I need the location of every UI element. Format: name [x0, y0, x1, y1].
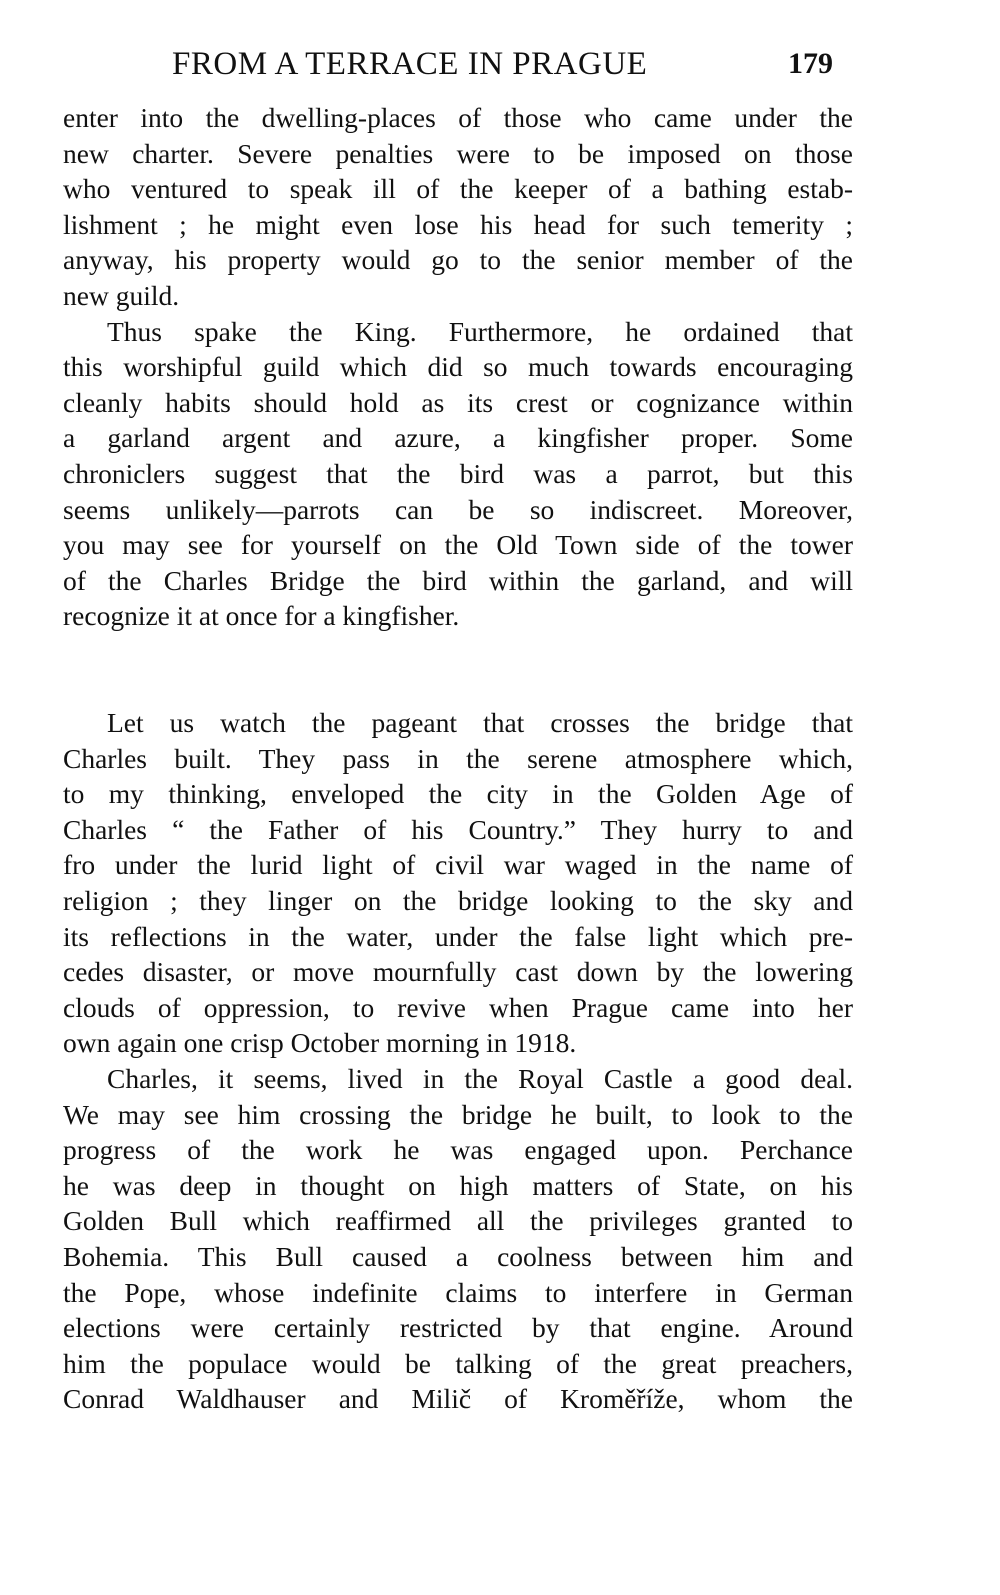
text-line: new charter. Severe penalties were to be imposed on those: [63, 137, 853, 169]
text-line: own again one crisp October morning in 1918.: [63, 1027, 577, 1059]
text-line: who ventured to speak ill of the keeper of a bathing estab-: [63, 173, 853, 205]
text-line: enter into the dwelling-places of those who came under the: [63, 102, 853, 133]
text-line: its reflections in the water, under the false light which pre-: [63, 920, 853, 952]
text-line: him the populace would be talking of the great preachers,: [63, 1347, 853, 1379]
text-line: clouds of oppression, to revive when Prague came into her: [63, 991, 853, 1023]
text-line: seems unlikely—parrots can be so indiscreet. Moreover,: [63, 493, 853, 525]
text-line: chroniclers suggest that the bird was a parrot, but this: [63, 457, 853, 489]
text-line: to my thinking, enveloped the city in the Golden Age of: [63, 778, 853, 810]
text-line: lishment ; he might even lose his head for such temerity ;: [63, 208, 853, 240]
text-line: a garland argent and azure, a kingfisher proper. Some: [63, 422, 853, 454]
text-line: Thus spake the King. Furthermore, he ordained that: [107, 315, 853, 347]
text-line: of the Charles Bridge the bird within the garland, and will: [63, 564, 853, 596]
text-line: Bohemia. This Bull caused a coolness between him and: [63, 1240, 853, 1272]
text-line: Charles “ the Father of his Country.” They hurry to and: [63, 813, 853, 845]
page-number: 179: [788, 47, 833, 80]
text-line: he was deep in thought on high matters of State, on his: [63, 1169, 853, 1201]
text-line: the Pope, whose indefinite claims to interfere in German: [63, 1276, 853, 1308]
text-line: progress of the work he was engaged upon. Perchance: [63, 1134, 853, 1166]
text-section-1: [63, 100, 853, 634]
text-line: cedes disaster, or move mournfully cast down by the lowering: [63, 956, 853, 988]
text-line: religion ; they linger on the bridge looking to the sky and: [63, 884, 853, 916]
text-line: Conrad Waldhauser and Milič of Kroměříže, whom the: [63, 1383, 853, 1415]
running-title: FROM A TERRACE IN PRAGUE: [172, 46, 648, 82]
text-line: elections were certainly restricted by that engine. Around: [63, 1312, 853, 1344]
text-line: recognize it at once for a kingfisher.: [63, 600, 460, 632]
text-line: you may see for yourself on the Old Town side of the tower: [63, 529, 853, 561]
text-line: Let us watch the pageant that crosses the bridge that: [107, 707, 853, 738]
text-line: this worshipful guild which did so much towards encouraging: [63, 351, 853, 383]
text-line: fro under the lurid light of civil war waged in the name of: [63, 849, 853, 881]
text-line: cleanly habits should hold as its crest or cognizance within: [63, 386, 853, 418]
text-line: We may see him crossing the bridge he built, to look to the: [63, 1098, 853, 1130]
text-line: anyway, his property would go to the senior member of the: [63, 244, 853, 276]
text-section-2: [63, 705, 853, 1417]
running-header: [0, 42, 1000, 86]
text-line: Charles, it seems, lived in the Royal Castle a good deal.: [107, 1062, 853, 1094]
text-line: Golden Bull which reaffirmed all the privileges granted to: [63, 1205, 853, 1237]
text-line: Charles built. They pass in the serene atmosphere which,: [63, 742, 853, 774]
text-line: new guild.: [63, 279, 180, 311]
